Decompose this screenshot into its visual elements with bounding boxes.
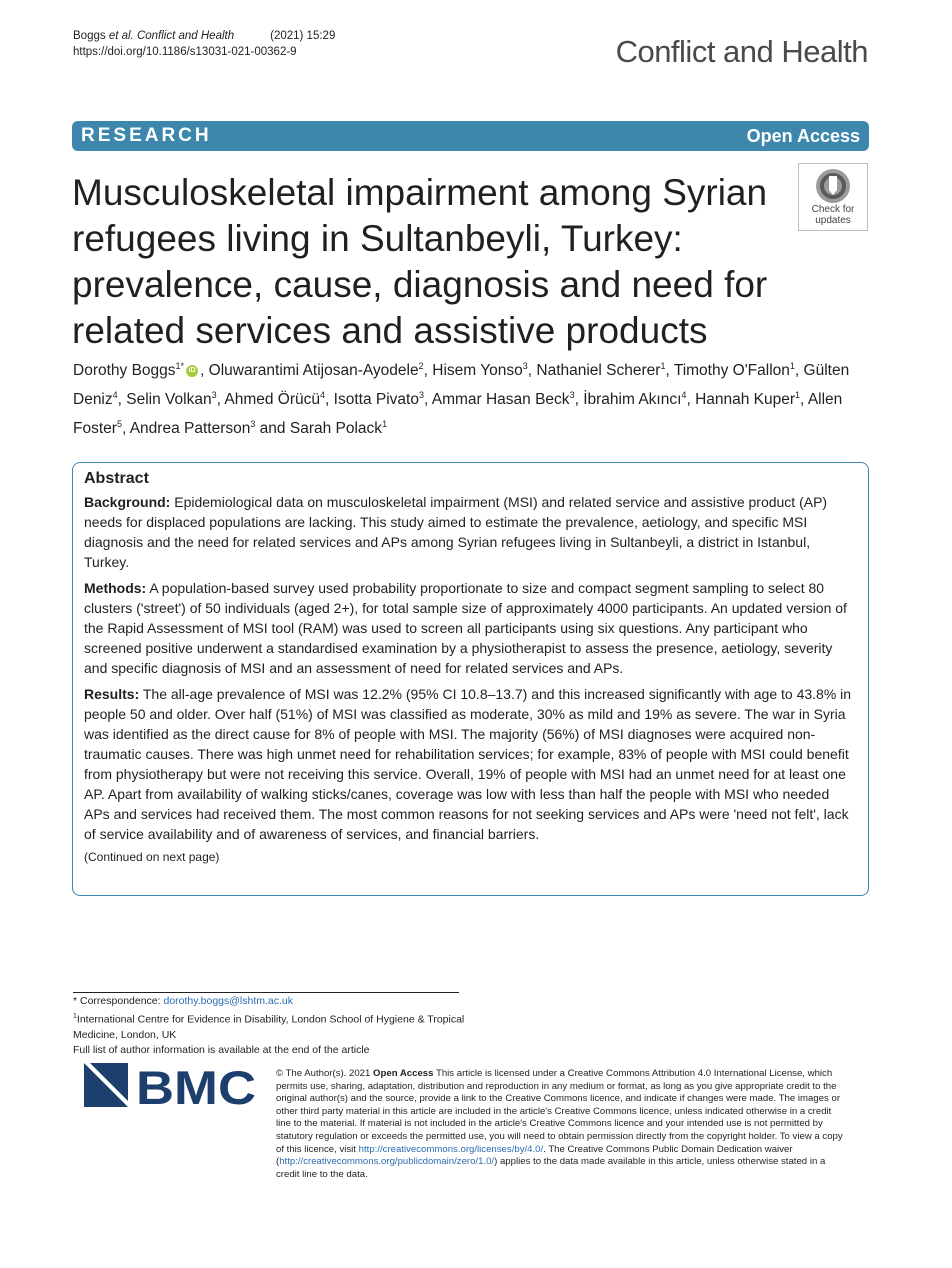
check-for-updates-button[interactable] [798, 163, 868, 231]
author-name: Ammar Hasan Beck [431, 391, 570, 409]
author [130, 420, 256, 437]
abstract-background [84, 492, 857, 572]
continued-note: (Continued on next page) [84, 850, 220, 864]
author-affiliation-sup: 2 [418, 361, 424, 371]
author-affiliation-sup: 4 [681, 390, 687, 401]
author [334, 391, 424, 408]
author-name: Selin Volkan [126, 391, 212, 409]
license-open-access: Open Access [373, 1068, 434, 1079]
author-name: Gülten Deniz [73, 362, 850, 409]
license-cc-by-link[interactable]: http://creativecommons.org/licenses/by/4.0/ [358, 1143, 544, 1155]
author [209, 362, 424, 379]
author [224, 391, 325, 408]
author-affiliation-sup: 1 [382, 419, 388, 430]
affiliation-text: International Centre for Evidence in Disability, London School of Hygiene & Tropical Medicine, London, UK [73, 1013, 465, 1041]
section-band [72, 121, 869, 151]
correspondence-email-link[interactable]: dorothy.boggs@lshtm.ac.uk [163, 995, 294, 1007]
citation-author: Boggs [73, 30, 109, 42]
license-text-2: . The Creative Commons Public Domain Dedication waiver ( [276, 1143, 793, 1168]
journal-name: Conflict and Health [615, 34, 868, 69]
author-name: Hannah Kuper [695, 391, 796, 409]
methods-label: Methods: [84, 580, 147, 596]
author-name: Ahmed Örücü [224, 391, 321, 409]
abstract-box [72, 462, 869, 896]
author [674, 362, 795, 379]
background-text: Epidemiological data on musculoskeletal impairment (MSI) and related service and assistive product (AP) needs for displaced populations are lacking. This study aimed to estimate the prevalence, aetiology, and specific MSI diagnosis and the need for related services and APs among Syrian refugees living in Sultanbeyli, a district in Istanbul, Turkey. [84, 494, 828, 570]
author-name: Hisem Yonso [432, 362, 523, 380]
author [73, 362, 200, 379]
affiliation [73, 1009, 473, 1043]
author [695, 391, 800, 408]
license-cc0-link[interactable]: http://creativecommons.org/publicdomain/zero/1.0/ [279, 1156, 495, 1168]
author-name: Isotta Pivato [333, 391, 419, 409]
citation-etal: et al. [108, 30, 134, 42]
doi-link[interactable]: https://doi.org/10.1186/s13031-021-00362-9 [73, 46, 297, 58]
author-name: Andrea Patterson [129, 420, 251, 438]
author [290, 420, 387, 437]
author-name: İbrahim Akıncı [583, 391, 682, 409]
author-affiliation-sup: 3 [418, 390, 424, 401]
author-affiliation-sup: 4 [112, 390, 118, 401]
author-name: Oluwarantimi Atijosan-Ayodele [208, 362, 419, 380]
author-name: Nathaniel Scherer [536, 362, 661, 380]
license-text-3: ) applies to the data made available in this article, unless otherwise stated in a credit line to the data. [276, 1156, 826, 1180]
author-affiliation-sup: 3 [211, 390, 217, 401]
author [432, 391, 575, 408]
author-affiliation-sup: 1 [789, 361, 795, 371]
author-affiliation-sup: 1 [795, 390, 801, 401]
affiliation-number: 1 [73, 1013, 77, 1020]
footnote-divider [73, 992, 459, 993]
author-affiliation-sup: 3 [522, 361, 528, 371]
author [583, 391, 686, 408]
license-statement [276, 1068, 846, 1181]
author-name: Allen Foster [73, 391, 843, 438]
author [126, 391, 216, 408]
author-name: Sarah Polack [289, 420, 383, 438]
author-affiliation-sup: 3 [250, 419, 256, 430]
results-label: Results: [84, 686, 140, 702]
background-label: Background: [84, 494, 171, 510]
correspondence-label: * Correspondence: [73, 995, 164, 1007]
orcid-icon[interactable]: iD [186, 365, 198, 377]
section-label: RESEARCH [81, 125, 212, 146]
bmc-logo [84, 1063, 259, 1107]
author-name: Dorothy Boggs [73, 362, 176, 380]
author-affiliation-sup: 1* [175, 361, 185, 371]
article-title: Musculoskeletal impairment among Syrian refugees living in Sultanbeyli, Turkey: prevalence, cause, diagnosis and need for related services and assistive products [72, 172, 768, 351]
crossmark-icon [815, 168, 851, 204]
results-text: The all-age prevalence of MSI was 12.2% (95% CI 10.8–13.7) and this increased significantly with age to 43.8% in people 50 and older. Over half (51%) of MSI was classified as moderate, 30% as mild and 19% as severe. The war in Syria was identified as the direct cause for 8% of people with MSI. The majority (56%) of MSI diagnoses were acquired non-traumatic causes. There was high unmet need for rehabilitation services; for example, 83% of people with MSI could benefit from physiotherapy but were not receiving this service. Overall, 19% of people with MSI had an unmet need for at least one AP. Apart from availability of walking sticks/canes, coverage was low with less than half the people with MSI who needed APs and services had received them. The most common reasons for not seeking services and APs were 'need not felt', lack of service availability and of awareness of services, and financial barriers. [84, 686, 852, 842]
citation-line [73, 28, 335, 44]
citation-year-volume: (2021) 15:29 [270, 30, 336, 42]
license-text-1: This article is licensed under a Creative Commons Attribution 4.0 International License, which permits use, sharing, adaptation, distribution and reproduction in any medium or format, as long as you give appropriate credit to the original author(s) and the source, provide a link to the Creative Commons licence, and indicate if changes were made. The images or other third party material in this article are included in the article's Creative Commons licence, unless indicated otherwise in a credit line to the material. If material is not included in the article's Creative Commons licence and your intended use is not permitted by statutory regulation or exceeds the permitted use, you will need to obtain permission directly from the copyright holder. To view a copy of this licence, visit [276, 1068, 843, 1155]
license-copyright: © The Author(s). 2021 [276, 1068, 374, 1079]
author-conjunction: and [255, 420, 290, 438]
full-author-info-note: Full list of author information is available at the end of the article [73, 1043, 370, 1056]
author [536, 362, 665, 379]
author-affiliation-sup: 4 [320, 390, 326, 401]
abstract-methods [84, 578, 857, 678]
check-for-updates-line1: Check for [811, 204, 855, 215]
footnotes [73, 994, 473, 1058]
author-list: Dorothy Boggs$^{1*}$ iD , Oluwarantimi Atijosan-Ayodele$^2$, Hisem Yonso$^3$, Nathaniel Scherer$^1$, Timothy O'Fallon$^1$, Gülten Deniz$^4$, Selin Volkan$^3$, Ahmed Örücü$^4$, Isotta Pivato$^3$, Ammar Hasan Beck$^3$, İbrahim Akıncı$^4$, Hannah Kuper$^1$, Allen Foster$^5$, Andrea Patterson$^3$ and Sarah Polack$^1$ [73, 361, 850, 438]
author-name: Timothy O'Fallon [673, 362, 790, 380]
citation-journal: Conflict and Health [133, 30, 235, 42]
check-for-updates-line2: updates [815, 215, 851, 226]
bmc-logo-text: BMC [136, 1063, 256, 1107]
running-header [73, 28, 335, 60]
author-affiliation-sup: 5 [116, 419, 122, 430]
author-affiliation-sup: 3 [569, 390, 575, 401]
author [432, 362, 528, 379]
correspondence [73, 994, 473, 1009]
open-access-label: Open Access [746, 125, 860, 146]
abstract-results [84, 684, 857, 844]
methods-text: A population-based survey used probability proportionate to size and compact segment sampling to select 80 clusters ('street') of 50 individuals (aged 2+), for total sample size of approximately 4000 participants. An updated version of the Rapid Assessment of MSI tool (RAM) was used to screen all participants using six questions. Any participant who screened positive underwent a standardised examination by a physiotherapist to assess the presence, aetiology, severity and specific diagnosis of MSI and an assessment of need for related services and APs. [84, 580, 847, 676]
author-affiliation-sup: 1 [660, 361, 666, 371]
abstract-heading: Abstract [84, 470, 149, 487]
